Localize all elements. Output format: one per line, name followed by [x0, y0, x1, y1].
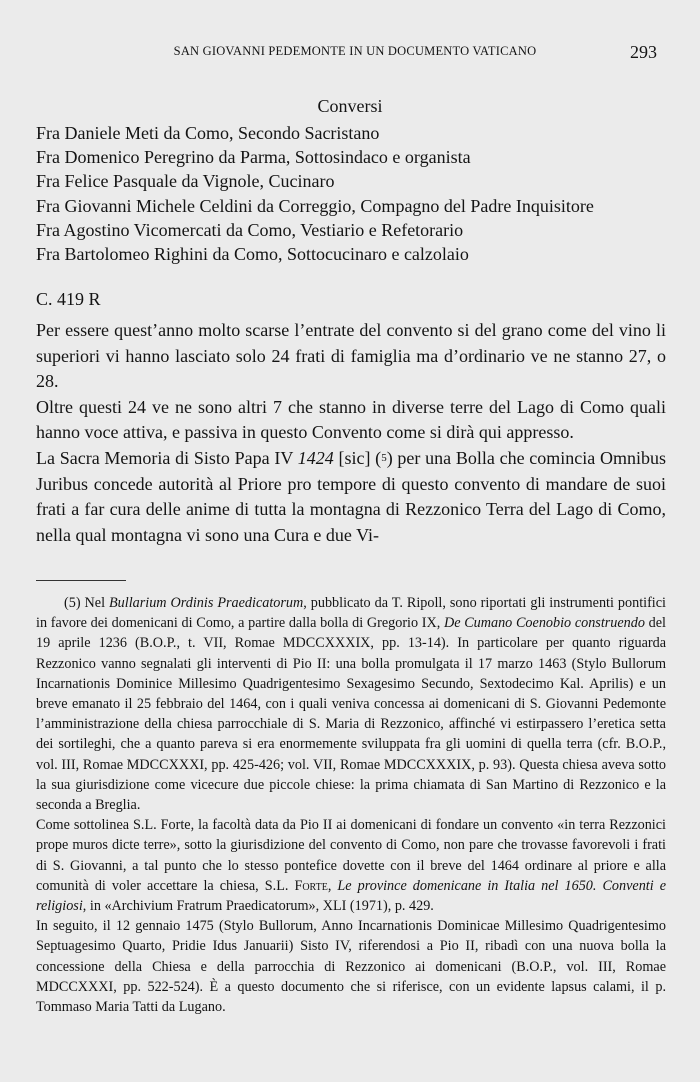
footnote-divider: [36, 580, 126, 581]
page-number: 293: [630, 42, 657, 62]
text-run: (5) Nel: [64, 595, 109, 611]
footnote-marker: 5: [381, 451, 387, 464]
italic-title: Le province domenicane in Italia nel 1650. Conventi e religiosi: [36, 877, 667, 915]
list-item: Fra Bartolomeo Righini da Como, Sottocucinaro e calzolaio: [36, 244, 469, 265]
text-run: ) per una Bolla che comincia Omnibus Juribus concede autorità al Priore pro tempore di questo convento di mandare de suoi frati a far cura delle anime di tutta la montagna di Rezzonico Terra del Lago di Como, nella qual montagna vi sono una Cura e due Vi-: [36, 447, 666, 545]
text-run: [sic] (: [333, 447, 382, 468]
text-run: del 19 aprile 1236 (B.O.P., t. VII, Romae MDCCXXXIX, pp. 13-14). In particolare per quanto riguarda Rezzonico vanno segnalati gli interventi di Pio II: una bolla promulgata il 17 marzo 1463 (Stylo Bullorum Incarnationis Dominice Millesimo Quadrigentesimo Sexagesimo Secundo, Sextodecimo Kal. Aprilis) e un breve emanato il 25 febbraio del 1464, con i quali veniva concessa ai domenicani di S. Giovanni Pedemonte l’amministrazione della chiesa parrocchiale di S. Maria di Rezzonico, affinché vi estirpassero l’eretica setta dei sortileghi, che a quanto pareva si era enormemente sviluppata fra gli uomini di quella terra (cfr. B.O.P., vol. III, Romae MDCCXXXI, pp. 425-426; vol. VII, Romae MDCCXXXIX, p. 93). Questa chiesa aveva sotto la sua giurisdizione come vicecure due piccole chiese: la prima chiamata di San Martino di Rezzonico e la seconda a Breglia.: [36, 615, 666, 814]
text-run: , pubblicato da T. Ripoll, sono riportati gli instrumenti pontifici in favore dei domenicani di Como, a partire dalla bolla di Gregorio IX,: [36, 595, 666, 632]
text-run: Come sottolinea S.L. Forte, la facoltà data da Pio II ai domenicani di fondare un convento «in terra Rezzonici prope muros dicte terre», sotto la giurisdizione del convento di Como, non pare che trovasse favorevoli i frati di S. Giovanni, a tal punto che lo stesso pontefice dovette con il breve del 1464 ordinare al priore e alla comunità di voler accettare la chiesa, S.L.: [36, 817, 666, 894]
list-item: Fra Daniele Meti da Como, Secondo Sacristano: [36, 123, 380, 143]
text-run: La Sacra Memoria di Sisto Papa IV: [36, 447, 298, 468]
author-smallcaps: Forte: [294, 877, 328, 894]
list-item: Fra Felice Pasquale da Vignole, Cucinaro: [36, 171, 335, 192]
footnote-paragraph: In seguito, il 12 gennaio 1475 (Stylo Bullorum, Anno Incarnationis Dominicae Millesimo Quadrigentesimo Septuagesimo Quarto, Pridie Idus Januarii) Sisto IV, riferendosi a Pio II, ribadì con una nuova bolla la concessione della Chiesa e della parrocchia di Rezzonico ai domenicani (B.O.P., vol. III, Romae MDCCXXXI, pp. 522-524). È a questo documento che si riferisce, con un evidente lapsus calami, il p. Tommaso Maria Tatti da Lugano.: [36, 918, 666, 1016]
friar-list: [36, 121, 594, 266]
footnotes: [36, 593, 666, 1017]
list-item: Fra Giovanni Michele Celdini da Correggio, Compagno del Padre Inquisitore: [36, 195, 594, 216]
text-run: , in «Archivium Fratrum Praedicatorum», XLI (1971), p. 429.: [82, 898, 434, 915]
year-italic: 1424: [297, 447, 334, 468]
footnote-paragraph: [36, 815, 666, 916]
list-item: Fra Domenico Peregrino da Parma, Sottosindaco e organista: [36, 147, 471, 168]
running-head: SAN GIOVANNI PEDEMONTE IN UN DOCUMENTO VATICANO: [173, 44, 537, 58]
italic-title: Bullarium Ordinis Praedicatorum: [109, 595, 304, 611]
text-run: ,: [327, 877, 338, 894]
body-text: [36, 318, 666, 548]
paragraph: [36, 446, 666, 548]
paragraph: Per essere quest’anno molto scarse l’entrate del convento si del grano come del vino li superiori vi hanno lasciato solo 24 frati di famiglia ma d’ordinario ve ne stanno 27, o 28.: [36, 320, 666, 392]
folio-reference: C. 419 R: [36, 289, 101, 309]
paragraph: Oltre questi 24 ve ne sono altri 7 che stanno in diverse terre del Lago di Como quali hanno voce attiva, e passiva in questo Convento come si dirà qui appresso.: [36, 396, 666, 443]
footnote-paragraph: [36, 593, 666, 815]
list-item: Fra Agostino Vicomercati da Como, Vestiario e Refetorario: [36, 219, 464, 240]
section-heading: Conversi: [317, 96, 383, 116]
italic-title: De Cumano Coenobio construendo: [443, 615, 645, 632]
